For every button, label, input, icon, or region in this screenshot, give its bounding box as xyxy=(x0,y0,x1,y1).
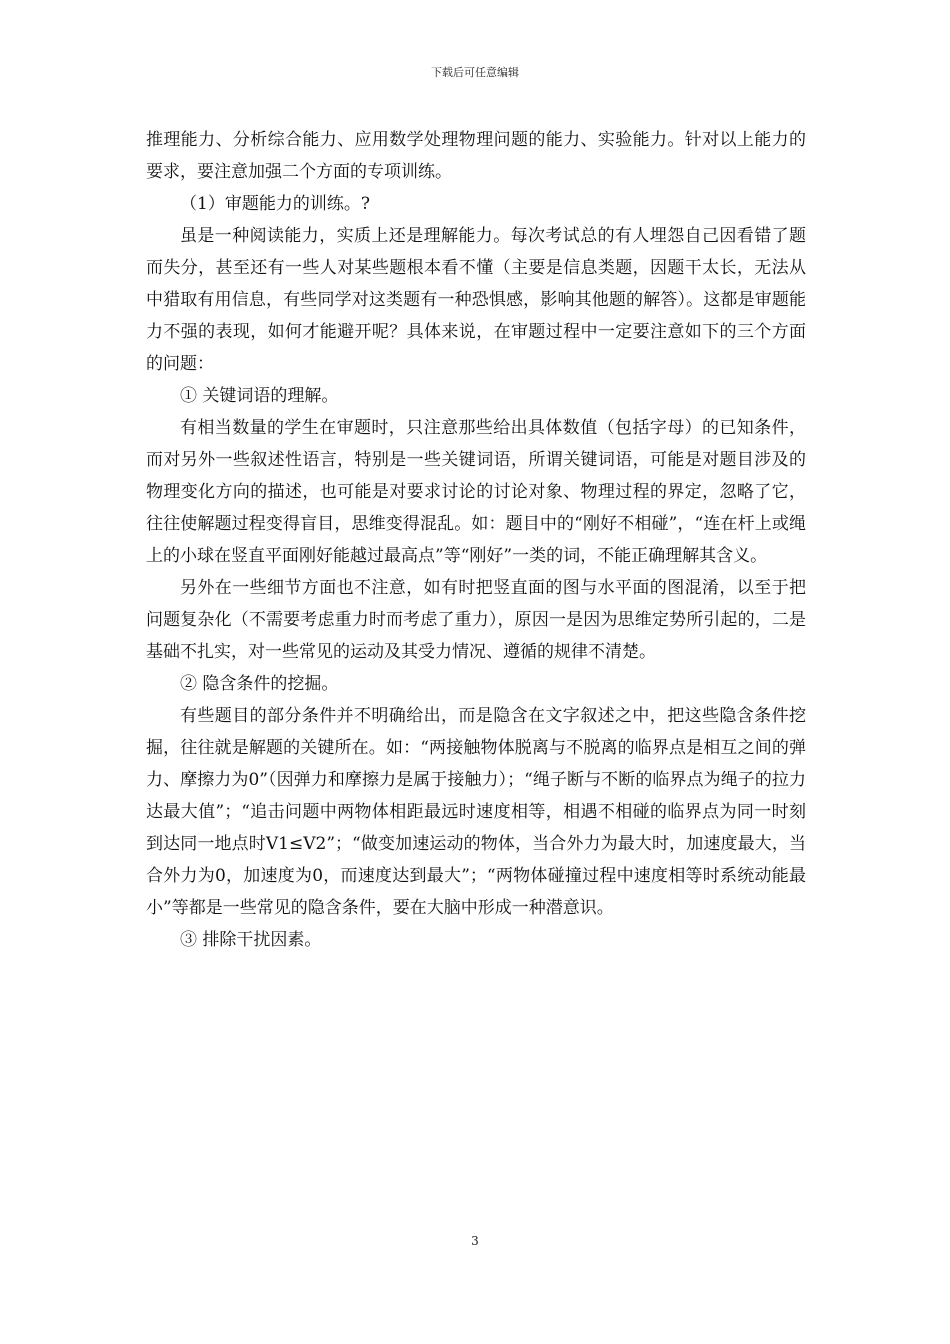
document-body xyxy=(146,124,806,956)
page-number: 3 xyxy=(471,1234,479,1248)
section-heading-reading-training: （1）审题能力的训练。? xyxy=(180,194,370,214)
paragraph-key-words: 有相当数量的学生在审题时，只注意那些给出具体数值（包括字母）的已知条件，而对另外一些叙述性语言，特别是一些关键词语，所谓关键词语，可能是对题目涉及的物理变化方向的描述，也可能是对要求讨论的讨论对象、物理过程的界定，忽略了它，往往使解题过程变得盲目，思维变得混乱。如：题目中的“刚好不相碰”，“连在杆上或绳上的小球在竖直平面刚好能越过最高点”等“刚好”一类的词，不能正确理解其含义。 xyxy=(146,418,806,566)
subheading-key-words: ① 关键词语的理解。 xyxy=(180,386,339,406)
paragraph-hidden-conditions: 有些题目的部分条件并不明确给出，而是隐含在文字叙述之中，把这些隐含条件挖掘，往往就是解题的关键所在。如：“两接触物体脱离与不脱离的临界点是相互之间的弹力、摩擦力为0”（因弹力和摩擦力是属于接触力）；“绳子断与不断的临界点为绳子的拉力达最大值”；“追击问题中两物体相距最远时速度相等，相遇不相碰的临界点为同一时刻到达同一地点时V1≤V2”；“做变加速运动的物体，当合外力为最大时，加速度最大，当合外力为0，加速度为0，而速度达到最大”；“两物体碰撞过程中速度相等时系统动能最小”等都是一些常见的隐含条件，要在大脑中形成一种潜意识。 xyxy=(146,706,806,918)
paragraph-reading-ability: 虽是一种阅读能力，实质上还是理解能力。每次考试总的有人埋怨自己因看错了题而失分，甚至还有一些人对某些题根本看不懂（主要是信息类题，因题干太长，无法从中猎取有用信息，有些同学对这类题有一种恐惧感，影响其他题的解答）。这都是审题能力不强的表现，如何才能避开呢？具体来说，在审题过程中一定要注意如下的三个方面的问题： xyxy=(146,226,806,374)
subheading-remove-interference: ③ 排除干扰因素。 xyxy=(180,930,322,950)
subheading-hidden-conditions: ② 隐含条件的挖掘。 xyxy=(180,674,339,694)
page-header: 下载后可任意编辑 xyxy=(431,66,519,79)
paragraph-ability-list: 推理能力、分析综合能力、应用数学处理物理问题的能力、实验能力。针对以上能力的要求，要注意加强二个方面的专项训练。 xyxy=(146,130,806,182)
paragraph-details: 另外在一些细节方面也不注意，如有时把竖直面的图与水平面的图混淆，以至于把问题复杂化（不需要考虑重力时而考虑了重力），原因一是因为思维定势所引起的，二是基础不扎实，对一些常见的运动及其受力情况、遵循的规律不清楚。 xyxy=(146,578,806,662)
